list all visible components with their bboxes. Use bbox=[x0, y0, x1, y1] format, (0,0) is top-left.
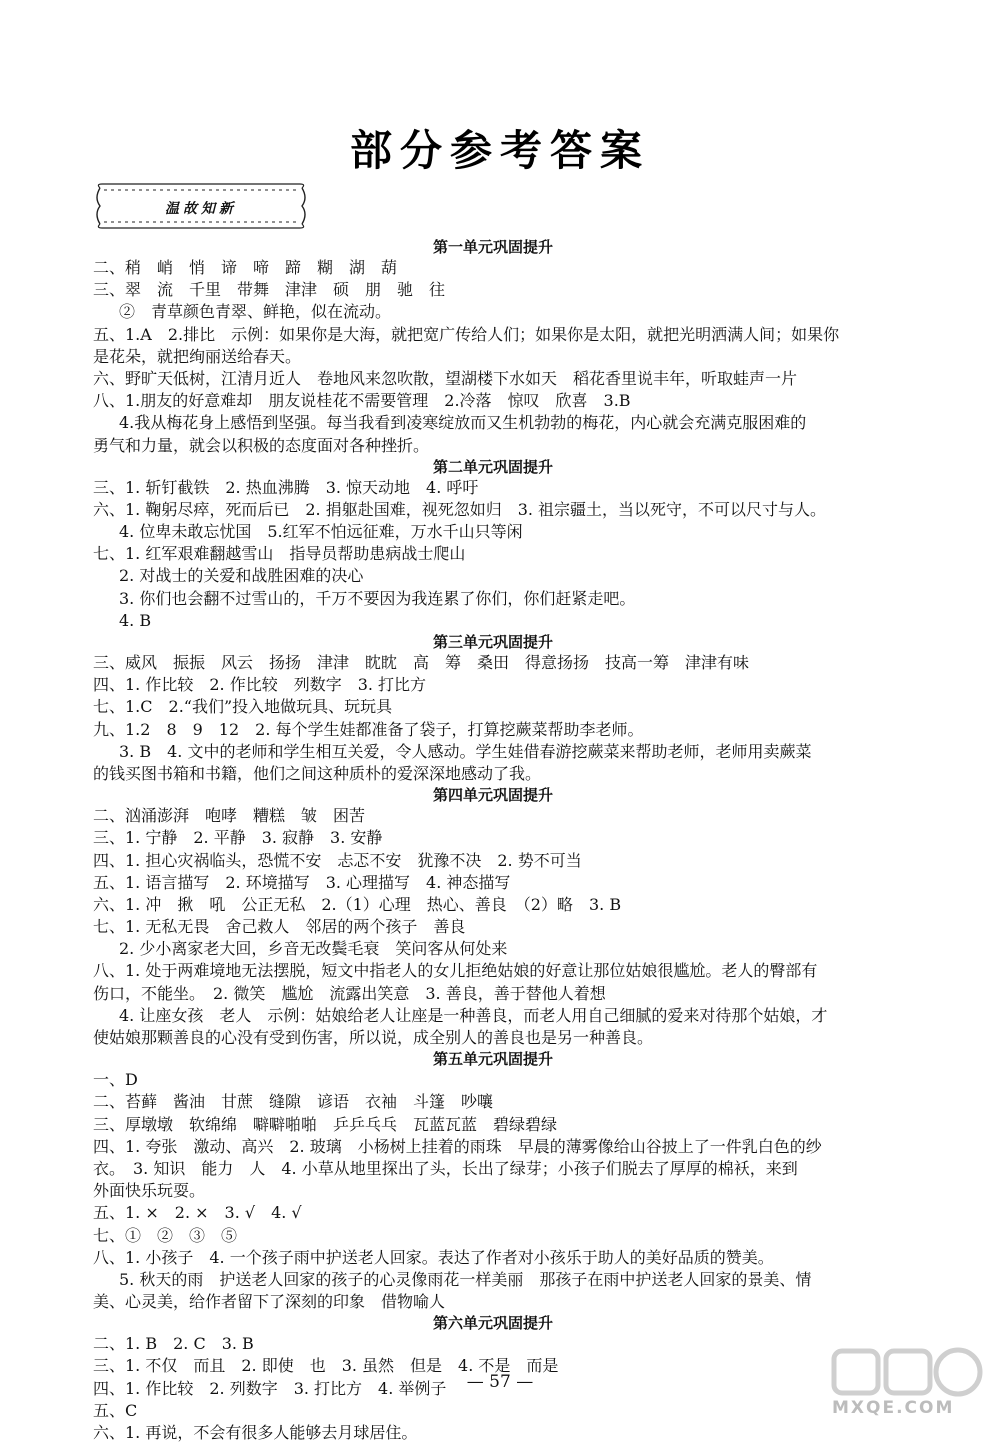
answer-line: 3. B 4. 文中的老师和学生相互关爱，令人感动。学生娃借春游挖蕨菜来帮助老师，老师用卖蕨菜 bbox=[119, 741, 812, 761]
answer-line: 勇气和力量，就会以积极的态度面对各种挫折。 bbox=[93, 435, 430, 455]
answer-line: 八、1. 处于两难境地无法摆脱，短文中指老人的女儿拒绝姑娘的好意让那位姑娘很尴尬。老人的臀部有 bbox=[93, 961, 818, 981]
banner-label: 温故知新 bbox=[165, 201, 237, 217]
section-title: 第六单元巩固提升 bbox=[432, 1314, 553, 1333]
answer-line: 美、心灵美，给作者留下了深刻的印象 借物喻人 bbox=[93, 1292, 446, 1312]
answer-line: 二、苔藓 酱油 甘蔗 缝隙 谚语 衣袖 斗篷 吵嚷 bbox=[93, 1092, 494, 1112]
answer-line: 五、C bbox=[93, 1400, 138, 1420]
answer-line: 四、1. 作比较 2. 作比较 列数字 3. 打比方 bbox=[93, 675, 427, 695]
answer-line: 九、1.2 8 9 12 2. 每个学生娃都准备了袋子，打算挖蕨菜帮助李老师。 bbox=[93, 719, 644, 739]
section-title: 第四单元巩固提升 bbox=[432, 786, 553, 805]
answer-line: 的钱买图书箱和书籍，他们之间这种质朴的爱深深地感动了我。 bbox=[93, 763, 542, 783]
answer-line: 七、1.C 2.“我们”投入地做玩具、玩玩具 bbox=[93, 697, 393, 717]
answer-line: 5. 秋天的雨 护送老人回家的孩子的心灵像雨花一样美丽 那孩子在雨中护送老人回家的景美、情 bbox=[119, 1269, 812, 1289]
answer-line: 2. 对战士的关爱和战胜困难的决心 bbox=[119, 566, 364, 586]
answer-line: 四、1. 作比较 2. 列数字 3. 打比方 4. 举例子 bbox=[93, 1378, 447, 1398]
section-title: 第二单元巩固提升 bbox=[432, 457, 553, 476]
answer-line: 4. 让座女孩 老人 示例：姑娘给老人让座是一种善良，而老人用自己细腻的爱来对待那个姑娘，才 bbox=[119, 1005, 828, 1025]
page-number: — 57 — bbox=[466, 1372, 534, 1392]
answer-line: 三、1. 宁静 2. 平静 3. 寂静 3. 安静 bbox=[93, 828, 383, 848]
answer-line: 二、1. B 2. C 3. B bbox=[93, 1334, 254, 1354]
answer-line: 八、1. 小孩子 4. 一个孩子雨中护送老人回家。表达了作者对小孩乐于助人的美好品质的赞美。 bbox=[93, 1247, 774, 1267]
answer-line: 三、威风 振振 风云 扬扬 津津 眈眈 高 筹 桑田 得意扬扬 技高一筹 津津有味 bbox=[93, 653, 750, 672]
answer-line: 四、1. 夸张 激动、高兴 2. 玻璃 小杨树上挂着的雨珠 早晨的薄雾像给山谷披上了一件乳白色的纱 bbox=[93, 1136, 822, 1156]
answer-line: 外面快乐玩耍。 bbox=[93, 1181, 206, 1201]
answer-line: 二、汹涌澎湃 咆哮 糟糕 皱 困苦 bbox=[93, 806, 366, 826]
answer-line: 4.我从梅花身上感悟到坚强。每当我看到凌寒绽放而又生机勃勃的梅花，内心就会充满克服困难的 bbox=[119, 413, 807, 433]
answer-line: 六、1. 鞠躬尽瘁，死而后已 2. 捐躯赴国难，视死忽如归 3. 祖宗疆土，当以死守，不可以尺寸与人。 bbox=[93, 499, 827, 519]
section-banner bbox=[92, 180, 310, 232]
page-title: 部分参考答案 bbox=[349, 126, 650, 175]
answer-line: 三、翠 流 千里 带舞 津津 硕 朋 驰 往 bbox=[93, 280, 446, 300]
answer-line: 4. B bbox=[119, 610, 152, 630]
section-title: 第五单元巩固提升 bbox=[432, 1050, 553, 1069]
answer-line: 二、稍 峭 悄 谛 啼 蹄 糊 湖 葫 bbox=[93, 258, 398, 277]
answer-line: 七、1. 无私无畏 舍己救人 邻居的两个孩子 善良 bbox=[93, 917, 466, 937]
answer-line: 六、1. 再说，不会有很多人能够去月球居住。 bbox=[93, 1423, 418, 1442]
answer-line: ② 青草颜色青翠、鲜艳，似在流动。 bbox=[119, 302, 392, 322]
answer-line: 使姑娘那颗善良的心没有受到伤害，所以说，成全别人的善良也是另一种善良。 bbox=[93, 1028, 654, 1047]
answer-line: 三、1. 不仅 而且 2. 即使 也 3. 虽然 但是 4. 不是 而是 bbox=[93, 1356, 559, 1376]
answer-line: 是花朵，就把绚丽送给春天。 bbox=[93, 346, 302, 366]
answer-line: 衣。 3. 知识 能力 人 4. 小草从地里探出了头，长出了绿芽；小孩子们脱去了厚厚的棉袄，来到 bbox=[93, 1158, 798, 1178]
answer-line: 五、1.A 2.排比 示例：如果你是大海，就把宽广传给人们；如果你是太阳，就把光明洒满人间；如果你 bbox=[93, 324, 840, 344]
answer-line: 4. 位卑未敢忘忧国 5.红军不怕远征难，万水千山只等闲 bbox=[119, 522, 523, 542]
answer-line: 五、1. 语言描写 2. 环境描写 3. 心理描写 4. 神态描写 bbox=[93, 872, 511, 892]
answer-line: 三、1. 斩钉截铁 2. 热血沸腾 3. 惊天动地 4. 呼吁 bbox=[93, 477, 479, 497]
watermark-url: MXQE.COM bbox=[832, 1398, 955, 1418]
answer-line: 六、1. 冲 揪 吼 公正无私 2.（1）心理 热心、善良 （2）略 3. B bbox=[93, 894, 622, 914]
answer-line: 3. 你们也会翻不过雪山的，千万不要因为我连累了你们，你们赶紧走吧。 bbox=[119, 588, 636, 608]
answer-line: 七、1. 红军艰难翻越雪山 指导员帮助患病战士爬山 bbox=[93, 544, 466, 564]
answer-line: 八、1.朋友的好意难却 朋友说桂花不需要管理 2.冷落 惊叹 欣喜 3.B bbox=[93, 391, 631, 411]
answer-line: 四、1. 担心灾祸临头，恐慌不安 忐忑不安 犹豫不决 2. 势不可当 bbox=[93, 850, 582, 870]
answer-line: 五、1. × 2. × 3. √ 4. √ bbox=[93, 1203, 302, 1223]
answer-content bbox=[93, 237, 893, 1444]
answer-line: 伤口，不能坐。 2. 微笑 尴尬 流露出笑意 3. 善良，善于替他人着想 bbox=[93, 983, 606, 1003]
section-title: 第三单元巩固提升 bbox=[432, 633, 553, 651]
answer-line: 六、野旷天低树，江清月近人 卷地风来忽吹散，望湖楼下水如天 稻花香里说丰年，听取蛙声一片 bbox=[93, 368, 798, 388]
answer-line: 三、厚墩墩 软绵绵 噼噼啪啪 乒乒乓乓 瓦蓝瓦蓝 碧绿碧绿 bbox=[93, 1114, 558, 1134]
answer-line: 2. 少小离家老大回，乡音无改鬓毛衰 笑问客从何处来 bbox=[119, 939, 508, 959]
section-title: 第一单元巩固提升 bbox=[432, 238, 553, 256]
answer-line: 一、D bbox=[93, 1070, 138, 1090]
answer-line: 七、① ② ③ ⑤ bbox=[93, 1225, 238, 1245]
